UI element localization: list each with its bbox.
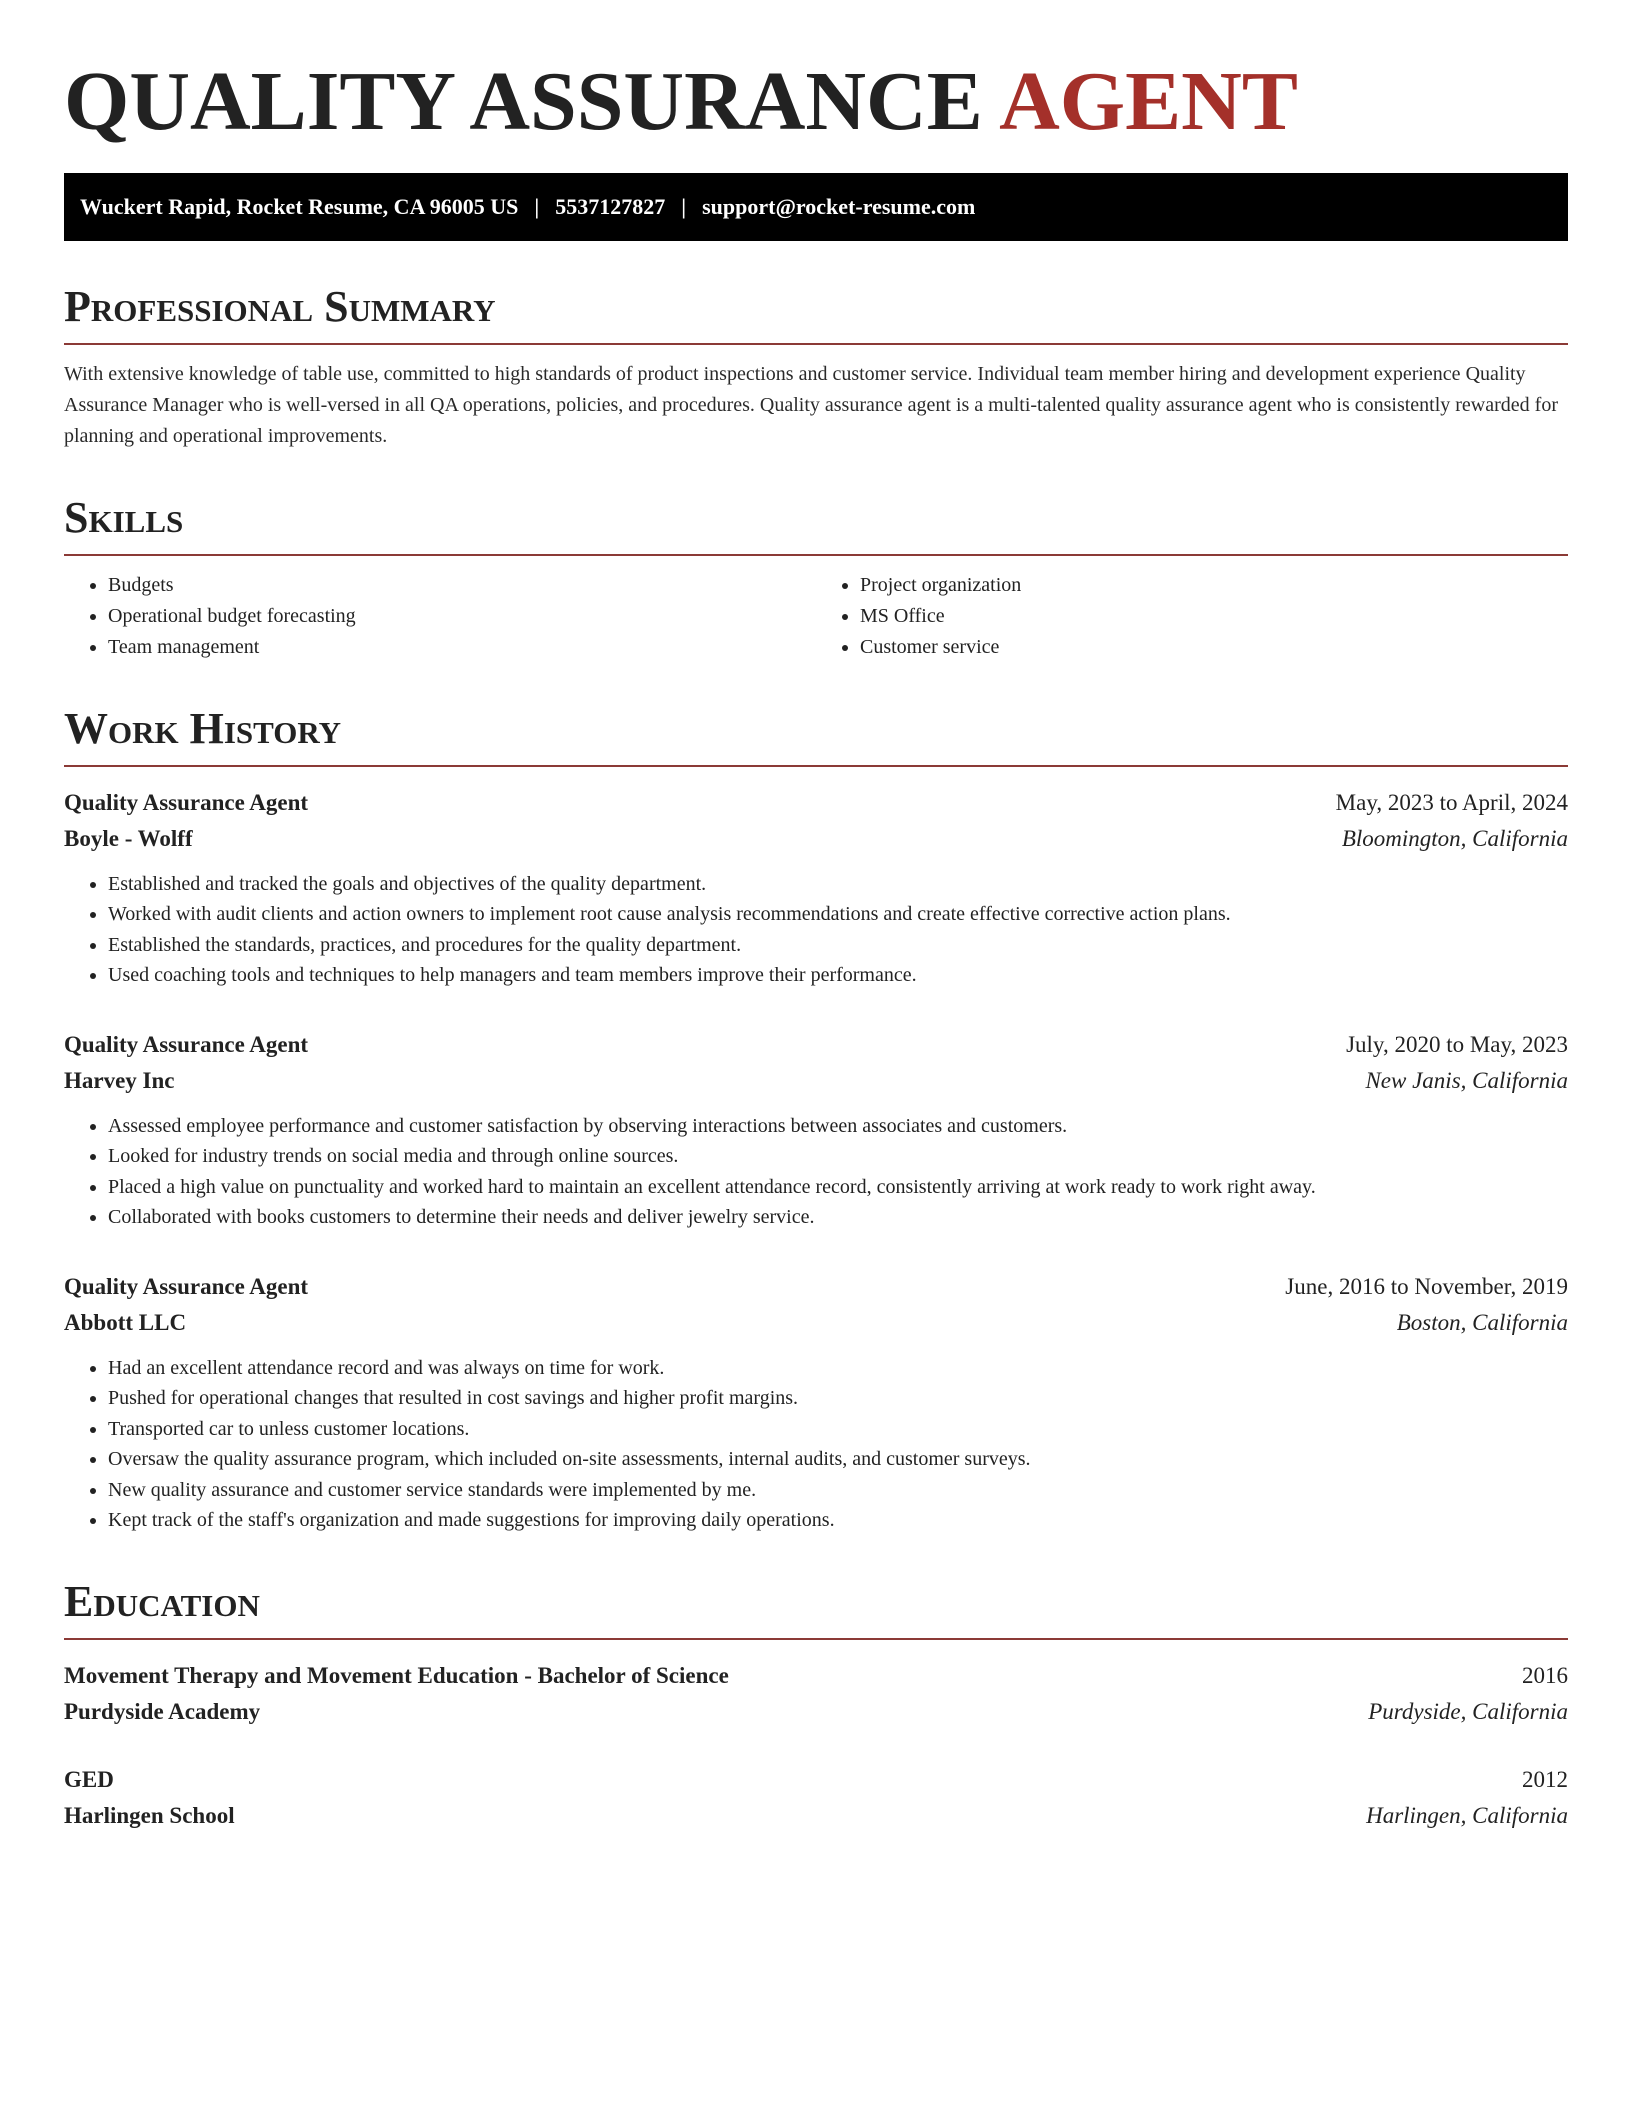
skills-section (64, 492, 1568, 663)
education-location: Purdyside, California (1368, 1698, 1568, 1724)
skill-item: • Budgets (108, 570, 816, 601)
education-entry (64, 1658, 1568, 1730)
section-title-work-history: Work History (64, 707, 1568, 767)
education-header (64, 1762, 1568, 1798)
education-year: 2012 (1522, 1766, 1568, 1792)
name-main: QUALITY ASSURANCE (64, 55, 983, 148)
name-accent: AGENT (999, 55, 1298, 148)
section-title-education: Education (64, 1580, 1568, 1640)
education-school: Harlingen School (64, 1802, 235, 1828)
job-bullet: • New quality assurance and customer service standards were implemented by me. (108, 1475, 1568, 1506)
job-company: Abbott LLC (64, 1309, 187, 1335)
job-bullet: • Assessed employee performance and customer satisfaction by observing interactions between associates and customers. (108, 1111, 1568, 1142)
skills-list (64, 570, 1568, 663)
education-degree: Movement Therapy and Movement Education - Bachelor of Science (64, 1662, 729, 1688)
job-bullet: • Looked for industry trends on social media and through online sources. (108, 1141, 1568, 1172)
work-history-section (64, 703, 1568, 1536)
job-bullet: • Used coaching tools and techniques to help managers and team members improve their performance. (108, 960, 1568, 991)
contact-address: Wuckert Rapid, Rocket Resume, CA 96005 US (80, 193, 519, 219)
job-entry (64, 1027, 1568, 1233)
contact-bar (64, 173, 1568, 241)
job-bullet: • Established and tracked the goals and objectives of the quality department. (108, 869, 1568, 900)
education-location: Harlingen, California (1366, 1802, 1568, 1828)
education-school: Purdyside Academy (64, 1698, 261, 1724)
job-location: Bloomington, California (1341, 825, 1568, 851)
contact-separator: | (534, 193, 540, 219)
job-company: Boyle - Wolff (64, 825, 193, 851)
job-bullet: • Pushed for operational changes that resulted in cost savings and higher profit margins. (108, 1383, 1568, 1414)
contact-separator: | (681, 193, 687, 219)
job-location: New Janis, California (1365, 1067, 1568, 1093)
education-subheader (64, 1798, 1568, 1834)
job-entry (64, 785, 1568, 991)
job-company: Harvey Inc (64, 1067, 175, 1093)
skill-item: • Project organization (860, 570, 1568, 601)
job-title: Quality Assurance Agent (64, 789, 309, 815)
skill-item: • MS Office (860, 601, 1568, 632)
job-header (64, 785, 1568, 821)
education-subheader (64, 1694, 1568, 1730)
job-bullet: • Oversaw the quality assurance program, which included on-site assessments, internal audits, and customer surveys. (108, 1444, 1568, 1475)
job-bullets (64, 869, 1568, 991)
summary-section (64, 281, 1568, 452)
skill-item: • Customer service (860, 632, 1568, 663)
job-title: Quality Assurance Agent (64, 1031, 309, 1057)
job-bullet: • Placed a high value on punctuality and worked hard to maintain an excellent attendance record, consistently arriving at work ready to work right away. (108, 1172, 1568, 1203)
job-bullet: • Worked with audit clients and action owners to implement root cause analysis recommendations and create effective corrective action plans. (108, 899, 1568, 930)
job-header (64, 1027, 1568, 1063)
summary-text: With extensive knowledge of table use, committed to high standards of product inspections and customer service. Individual team member hiring and development experience Quality Assurance Manager who is well-versed in all QA operations, policies, and procedures. Quality assurance agent is a multi-talented quality assurance agent who is consistently rewarded for planning and operational improvements. (64, 362, 1558, 447)
education-year: 2016 (1522, 1662, 1568, 1688)
resume-name (64, 52, 1568, 153)
job-bullet: • Kept track of the staff's organization and made suggestions for improving daily operations. (108, 1505, 1568, 1536)
skill-item: • Operational budget forecasting (108, 601, 816, 632)
job-bullets (64, 1111, 1568, 1233)
contact-phone: 5537127827 (555, 193, 666, 219)
job-subheader (64, 821, 1568, 857)
job-bullets (64, 1353, 1568, 1536)
job-location: Boston, California (1396, 1309, 1568, 1335)
education-header (64, 1658, 1568, 1694)
job-header (64, 1269, 1568, 1305)
job-entry (64, 1269, 1568, 1536)
section-title-skills: Skills (64, 496, 1568, 556)
skill-item: • Team management (108, 632, 816, 663)
job-dates: May, 2023 to April, 2024 (1335, 789, 1568, 815)
job-dates: July, 2020 to May, 2023 (1346, 1031, 1568, 1057)
education-degree: GED (64, 1766, 114, 1792)
section-title-summary: Professional Summary (64, 285, 1568, 345)
job-dates: June, 2016 to November, 2019 (1285, 1273, 1568, 1299)
job-bullet: • Collaborated with books customers to determine their needs and deliver jewelry service. (108, 1202, 1568, 1233)
skills-column-left (64, 570, 816, 663)
job-bullet: • Transported car to unless customer locations. (108, 1414, 1568, 1445)
job-subheader (64, 1063, 1568, 1099)
skills-column-right (816, 570, 1568, 663)
job-title: Quality Assurance Agent (64, 1273, 309, 1299)
job-bullet: • Established the standards, practices, and procedures for the quality department. (108, 930, 1568, 961)
education-section (64, 1576, 1568, 1834)
job-subheader (64, 1305, 1568, 1341)
education-entry (64, 1762, 1568, 1834)
contact-email: support@rocket-resume.com (702, 193, 976, 219)
job-bullet: • Had an excellent attendance record and was always on time for work. (108, 1353, 1568, 1384)
